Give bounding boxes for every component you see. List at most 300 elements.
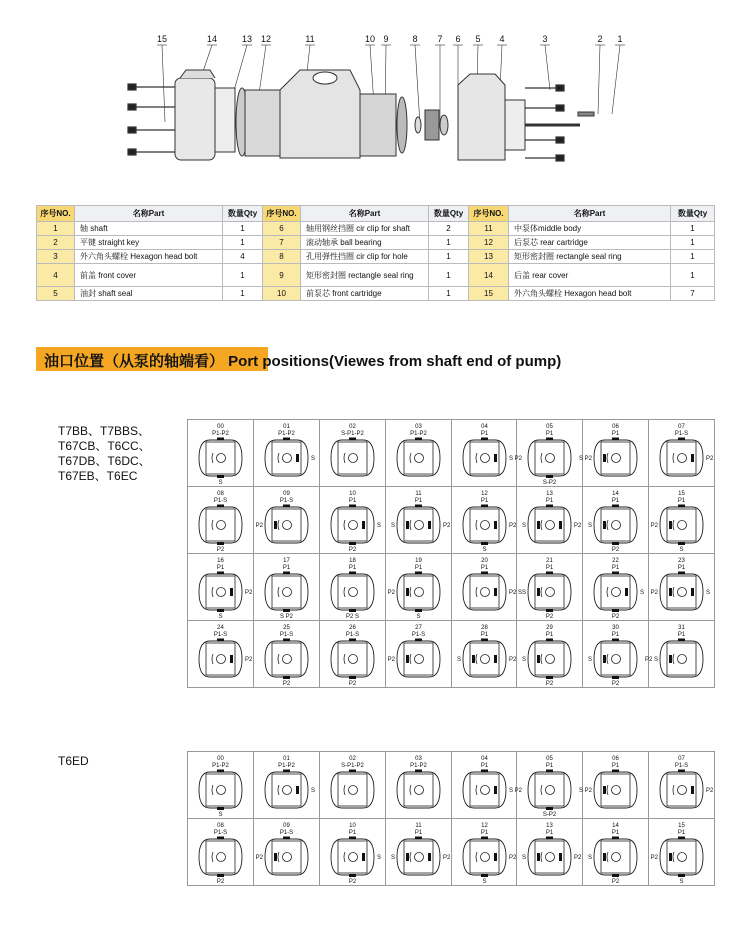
pump-housing-outline bbox=[463, 772, 506, 808]
port-diagram-drawing bbox=[452, 819, 517, 885]
top-port-label: P1-P2 bbox=[409, 431, 427, 437]
right-port-mark bbox=[559, 853, 562, 861]
part-name: 前泵芯 front cartridge bbox=[301, 287, 429, 301]
right-port-label: P2 bbox=[706, 788, 714, 794]
top-port-mark bbox=[678, 572, 685, 575]
shaft-circle bbox=[546, 655, 555, 664]
bottom-port-mark bbox=[546, 676, 553, 679]
right-port-label: S bbox=[310, 456, 315, 462]
top-port-label: P1 bbox=[612, 431, 620, 437]
callout-6: 6 bbox=[455, 34, 461, 44]
right-port-label: P2 bbox=[508, 855, 516, 861]
bottom-port-label: P2 bbox=[348, 547, 356, 553]
part-name: 外六角头螺栓 Hexagon head bolt bbox=[75, 250, 223, 264]
pump-housing-outline bbox=[528, 772, 571, 808]
parts-table bbox=[36, 205, 715, 301]
parts-header-cell: 名称Part bbox=[301, 206, 429, 222]
top-port-label: P1-S bbox=[279, 830, 294, 836]
section-title-text: 油口位置（从泵的轴端看） Port positions(Viewes from shaft end of pump) bbox=[44, 353, 562, 370]
shaft-arc bbox=[212, 587, 213, 597]
part-name: 滚动轴承 ball bearing bbox=[301, 236, 429, 250]
top-port-mark bbox=[349, 639, 356, 642]
part-number: 14 bbox=[469, 264, 509, 287]
part-quantity: 1 bbox=[671, 222, 715, 236]
shaft-arc bbox=[410, 654, 411, 664]
bottom-port-label: P2 bbox=[612, 614, 620, 620]
top-port-label: P1 bbox=[677, 632, 686, 638]
diagram-number: 09 bbox=[283, 823, 290, 829]
right-port-label: P2 bbox=[245, 657, 253, 663]
pump-body-outline bbox=[206, 774, 235, 806]
diagram-number: 16 bbox=[217, 558, 224, 564]
right-port-mark bbox=[494, 588, 497, 596]
pump-housing-outline bbox=[199, 839, 242, 875]
right-port-mark bbox=[296, 786, 299, 794]
bottom-port-mark bbox=[612, 609, 619, 612]
part-name: 后泵芯 rear cartridge bbox=[509, 236, 671, 250]
shaft-arc bbox=[673, 520, 674, 530]
pump-housing-outline bbox=[660, 839, 703, 875]
top-port-mark bbox=[349, 505, 356, 508]
shaft-arc bbox=[607, 587, 608, 597]
port-diagram-08 bbox=[188, 487, 254, 554]
top-port-label: P1 bbox=[546, 830, 554, 836]
port-diagram-04 bbox=[452, 752, 522, 819]
port-diagram-13 bbox=[517, 819, 583, 886]
pump-housing-outline bbox=[594, 839, 637, 875]
diagram-number: 11 bbox=[415, 491, 422, 497]
pump-housing-outline bbox=[528, 440, 571, 476]
port-position-grid-group1 bbox=[187, 419, 715, 688]
bottom-port-mark bbox=[217, 542, 224, 545]
top-port-mark bbox=[349, 770, 356, 773]
right-port-label: S P2 bbox=[508, 456, 522, 462]
diagram-number: 05 bbox=[546, 756, 554, 762]
pump-housing-outline bbox=[199, 574, 242, 610]
port-diagram-20 bbox=[452, 554, 522, 621]
diagram-number: 01 bbox=[283, 756, 290, 762]
port-diagram-drawing bbox=[320, 554, 385, 620]
shaft-circle bbox=[480, 521, 489, 530]
shaft-arc bbox=[344, 785, 345, 795]
diagram-number: 15 bbox=[678, 823, 685, 829]
right-port-label: P2 bbox=[706, 456, 714, 462]
left-port-mark bbox=[472, 655, 475, 663]
callout-3: 3 bbox=[542, 34, 548, 44]
shaft-arc bbox=[607, 654, 608, 664]
right-port-label: S bbox=[376, 523, 381, 529]
callout-8: 8 bbox=[412, 34, 418, 44]
port-diagram-drawing bbox=[649, 487, 714, 553]
port-diagram-drawing bbox=[254, 487, 319, 553]
diagram-number: 04 bbox=[480, 424, 488, 430]
diagram-number: 02 bbox=[348, 756, 356, 762]
top-port-label: P1-S bbox=[213, 632, 228, 638]
diagram-number: 30 bbox=[612, 625, 620, 631]
model-name: T67CB、T6CC、 bbox=[58, 439, 151, 453]
bottom-port-mark bbox=[217, 874, 224, 877]
pump-housing-outline bbox=[265, 772, 308, 808]
pump-housing-outline bbox=[397, 574, 440, 610]
right-port-mark bbox=[691, 786, 694, 794]
shaft-arc bbox=[541, 587, 542, 597]
bottom-port-mark bbox=[217, 609, 224, 612]
shaft-arc bbox=[476, 453, 477, 463]
port-diagram-30 bbox=[583, 621, 649, 688]
left-port-label: P2 bbox=[650, 855, 659, 861]
part-quantity: 1 bbox=[671, 250, 715, 264]
port-diagram-drawing bbox=[452, 487, 517, 553]
pump-housing-outline bbox=[331, 772, 374, 808]
shaft-arc bbox=[278, 852, 279, 862]
pump-housing-outline bbox=[594, 641, 637, 677]
pump-housing-outline bbox=[331, 507, 374, 543]
shaft-circle bbox=[217, 521, 226, 530]
right-port-mark bbox=[428, 853, 431, 861]
shaft-circle bbox=[612, 853, 621, 862]
right-port-label: P2 bbox=[508, 523, 516, 529]
shaft-circle bbox=[546, 853, 555, 862]
port-diagram-drawing bbox=[254, 621, 319, 687]
diagram-number: 06 bbox=[612, 424, 620, 430]
table-row bbox=[37, 250, 715, 264]
top-port-mark bbox=[546, 837, 553, 840]
port-diagram-drawing bbox=[452, 752, 522, 818]
port-position-grid-group2 bbox=[187, 751, 715, 886]
bottom-port-mark bbox=[415, 609, 422, 612]
shaft-arc bbox=[607, 852, 608, 862]
top-port-label: P1-S bbox=[345, 632, 359, 638]
part-quantity: 1 bbox=[223, 264, 263, 287]
table-row bbox=[37, 236, 715, 250]
bottom-port-label: S bbox=[679, 879, 684, 885]
shaft-circle bbox=[678, 853, 687, 862]
pump-body-outline bbox=[206, 442, 235, 474]
top-port-mark bbox=[217, 438, 224, 441]
shaft-circle bbox=[348, 521, 357, 530]
port-diagram-07 bbox=[649, 420, 715, 487]
bottom-port-mark bbox=[481, 542, 488, 545]
shaft-arc bbox=[541, 520, 542, 530]
part-name: 前盖 front cover bbox=[75, 264, 223, 287]
port-diagram-07 bbox=[649, 752, 715, 819]
left-port-mark bbox=[406, 588, 409, 596]
right-port-mark bbox=[494, 521, 497, 529]
top-port-mark bbox=[349, 438, 356, 441]
port-diagram-26 bbox=[320, 621, 386, 688]
callout-10: 10 bbox=[364, 34, 376, 44]
pump-body-outline bbox=[338, 643, 367, 675]
top-port-mark bbox=[546, 438, 553, 441]
callout-leader bbox=[545, 45, 550, 90]
bottom-port-label: S bbox=[481, 879, 487, 885]
pump-housing-outline bbox=[199, 772, 242, 808]
port-diagram-28 bbox=[452, 621, 518, 688]
top-port-label: P1 bbox=[612, 632, 620, 638]
top-port-mark bbox=[481, 639, 488, 642]
pump-housing-outline bbox=[331, 839, 374, 875]
port-diagram-12 bbox=[452, 819, 518, 886]
callout-11: 11 bbox=[305, 34, 315, 44]
top-port-mark bbox=[217, 505, 224, 508]
diagram-number: 07 bbox=[678, 424, 685, 430]
left-port-mark bbox=[669, 853, 672, 861]
shaft-arc bbox=[410, 453, 411, 463]
pump-housing-outline bbox=[660, 440, 703, 476]
left-port-mark bbox=[537, 588, 540, 596]
port-diagram-drawing bbox=[583, 487, 648, 553]
port-diagram-23 bbox=[649, 554, 715, 621]
top-port-label: P1 bbox=[677, 565, 686, 571]
bottom-port-label: P2 bbox=[612, 879, 620, 885]
shaft-arc bbox=[476, 654, 477, 664]
callout-15: 15 bbox=[156, 34, 168, 44]
top-port-mark bbox=[415, 639, 422, 642]
port-diagram-05 bbox=[517, 420, 583, 487]
shaft-arc bbox=[212, 453, 213, 463]
top-port-mark bbox=[546, 770, 553, 773]
part-name: 平键 straight key bbox=[75, 236, 223, 250]
right-port-mark bbox=[691, 454, 694, 462]
model-name: T67EB、T6EC bbox=[58, 469, 138, 483]
top-port-label: P1 bbox=[480, 498, 488, 504]
bottom-port-mark bbox=[612, 542, 619, 545]
shaft-arc bbox=[476, 587, 477, 597]
shaft-circle bbox=[217, 786, 226, 795]
top-port-label: P1 bbox=[677, 830, 686, 836]
pump-housing-outline bbox=[331, 440, 374, 476]
port-diagram-drawing bbox=[188, 420, 253, 486]
pump-housing-outline bbox=[463, 641, 506, 677]
pump-housing-outline bbox=[528, 839, 571, 875]
bottom-port-mark bbox=[678, 542, 685, 545]
shaft-arc bbox=[607, 520, 608, 530]
port-diagram-03 bbox=[386, 420, 452, 487]
part-quantity: 1 bbox=[223, 287, 263, 301]
parts-header-cell: 数量Qty bbox=[223, 206, 263, 222]
top-port-mark bbox=[283, 438, 290, 441]
right-port-label: S bbox=[706, 590, 711, 596]
top-port-mark bbox=[678, 770, 685, 773]
shaft-circle bbox=[480, 853, 489, 862]
top-port-mark bbox=[415, 770, 422, 773]
bottom-port-label: S-P2 bbox=[543, 480, 557, 486]
bottom-port-label: S bbox=[416, 614, 421, 620]
left-port-mark bbox=[603, 655, 606, 663]
top-port-label: P1-S bbox=[213, 830, 228, 836]
part-number: 6 bbox=[263, 222, 301, 236]
top-port-mark bbox=[678, 837, 685, 840]
port-diagram-drawing bbox=[517, 621, 582, 687]
shaft-arc bbox=[212, 852, 213, 862]
port-diagram-04 bbox=[452, 420, 522, 487]
top-port-label: P1 bbox=[612, 498, 620, 504]
port-diagram-01 bbox=[254, 420, 320, 487]
port-diagram-drawing bbox=[517, 554, 582, 620]
shaft-circle bbox=[546, 588, 555, 597]
part-number: 9 bbox=[263, 264, 301, 287]
shaft-circle bbox=[348, 588, 357, 597]
left-port-mark bbox=[603, 454, 606, 462]
diagram-number: 01 bbox=[283, 424, 290, 430]
bottom-port-label: S bbox=[218, 812, 223, 818]
pump-housing-outline bbox=[528, 641, 571, 677]
parts-header-cell: 序号NO. bbox=[37, 206, 75, 222]
top-port-label: P1 bbox=[282, 565, 291, 571]
left-port-mark bbox=[274, 521, 277, 529]
callout-4: 4 bbox=[499, 34, 505, 44]
shaft-circle bbox=[546, 521, 555, 530]
callout-leader bbox=[598, 45, 600, 114]
bottom-port-label: S bbox=[481, 547, 487, 553]
shaft-arc bbox=[410, 785, 411, 795]
diagram-number: 03 bbox=[414, 756, 422, 762]
pump-body-outline bbox=[338, 576, 367, 608]
pump-housing-outline bbox=[660, 641, 703, 677]
pump-body-outline bbox=[404, 774, 433, 806]
port-diagram-drawing bbox=[386, 621, 451, 687]
shaft-circle bbox=[348, 853, 357, 862]
pump-housing-outline bbox=[594, 440, 637, 476]
shaft-circle bbox=[678, 454, 687, 463]
port-diagram-drawing bbox=[188, 752, 253, 818]
port-diagram-drawing bbox=[579, 420, 648, 486]
pump-assembly-illustration bbox=[128, 70, 594, 161]
port-diagram-18 bbox=[320, 554, 386, 621]
bottom-port-mark bbox=[349, 874, 356, 877]
left-port-mark bbox=[669, 588, 672, 596]
port-diagram-drawing bbox=[386, 487, 451, 553]
right-port-mark bbox=[428, 521, 431, 529]
port-diagram-drawing bbox=[320, 420, 385, 486]
bottom-port-mark bbox=[546, 475, 553, 478]
port-diagram-drawing bbox=[386, 819, 451, 885]
shaft-circle bbox=[546, 454, 555, 463]
port-diagram-05 bbox=[517, 752, 583, 819]
pump-housing-outline bbox=[660, 772, 703, 808]
bottom-port-mark bbox=[283, 609, 290, 612]
pump-housing-outline bbox=[331, 641, 374, 677]
part-number: 12 bbox=[469, 236, 509, 250]
pump-body-outline bbox=[338, 442, 367, 474]
shaft-circle bbox=[282, 786, 291, 795]
part-number: 13 bbox=[469, 250, 509, 264]
shaft-arc bbox=[476, 520, 477, 530]
shaft-circle bbox=[414, 521, 423, 530]
shaft-arc bbox=[673, 587, 674, 597]
shaft-arc bbox=[344, 654, 345, 664]
callout-leader bbox=[612, 45, 620, 114]
shaft-arc bbox=[278, 453, 279, 463]
shaft-arc bbox=[541, 785, 542, 795]
bottom-port-mark bbox=[612, 874, 619, 877]
shaft-circle bbox=[282, 655, 291, 664]
top-port-mark bbox=[612, 837, 619, 840]
shaft-circle bbox=[678, 521, 687, 530]
diagram-number: 07 bbox=[678, 756, 685, 762]
top-port-label: P1 bbox=[216, 565, 225, 571]
right-port-label: P2 bbox=[508, 657, 516, 663]
model-name: T6ED bbox=[58, 754, 89, 768]
shaft-circle bbox=[282, 588, 291, 597]
shaft-arc bbox=[278, 654, 279, 664]
diagram-number: 05 bbox=[546, 424, 554, 430]
shaft-circle bbox=[414, 588, 423, 597]
shaft-arc bbox=[541, 852, 542, 862]
part-name: 油封 shaft seal bbox=[75, 287, 223, 301]
port-diagram-drawing bbox=[188, 554, 253, 620]
left-port-label: S bbox=[588, 855, 593, 861]
shaft-circle bbox=[217, 454, 226, 463]
diagram-number: 12 bbox=[480, 823, 488, 829]
right-port-label: P2 bbox=[442, 855, 450, 861]
right-port-mark bbox=[230, 588, 233, 596]
diagram-number: 28 bbox=[480, 625, 488, 631]
shaft-arc bbox=[607, 453, 608, 463]
part-name: 矩形密封圈 rectangle seal ring bbox=[509, 250, 671, 264]
shaft-arc bbox=[673, 453, 674, 463]
diagram-number: 18 bbox=[348, 558, 356, 564]
shaft-arc bbox=[410, 520, 411, 530]
left-port-mark bbox=[537, 521, 540, 529]
right-port-label: S bbox=[640, 590, 645, 596]
port-diagram-17 bbox=[254, 554, 320, 621]
port-diagram-drawing bbox=[320, 621, 385, 687]
pump-housing-outline bbox=[463, 574, 506, 610]
port-diagram-drawing bbox=[452, 420, 522, 486]
left-port-label: S bbox=[522, 523, 527, 529]
port-diagram-12 bbox=[452, 487, 518, 554]
left-port-mark bbox=[669, 655, 672, 663]
pump-housing-outline bbox=[265, 440, 308, 476]
pump-housing-outline bbox=[660, 507, 703, 543]
shaft-circle bbox=[612, 521, 621, 530]
parts-header-cell: 名称Part bbox=[75, 206, 223, 222]
shaft-arc bbox=[410, 852, 411, 862]
top-port-label: P1 bbox=[348, 565, 356, 571]
right-port-label: S bbox=[310, 788, 315, 794]
port-diagram-drawing bbox=[188, 621, 253, 687]
top-port-label: P1-S bbox=[674, 431, 689, 437]
port-diagram-drawing bbox=[386, 752, 451, 818]
left-port-mark bbox=[603, 786, 606, 794]
top-port-mark bbox=[217, 770, 224, 773]
top-port-label: P1 bbox=[480, 763, 488, 769]
top-port-mark bbox=[678, 639, 685, 642]
port-diagram-25 bbox=[254, 621, 320, 688]
top-port-label: S-P1-P2 bbox=[340, 431, 364, 437]
port-diagram-21 bbox=[517, 554, 583, 621]
shaft-circle bbox=[612, 454, 621, 463]
top-port-mark bbox=[481, 438, 488, 441]
top-port-mark bbox=[612, 639, 619, 642]
top-port-mark bbox=[217, 837, 224, 840]
top-port-label: P1 bbox=[414, 498, 422, 504]
port-diagram-drawing bbox=[583, 554, 648, 620]
bottom-port-label: S bbox=[218, 614, 223, 620]
shaft-circle bbox=[480, 786, 489, 795]
diagram-number: 20 bbox=[480, 558, 488, 564]
shaft-arc bbox=[278, 520, 279, 530]
right-port-mark bbox=[362, 853, 365, 861]
left-port-mark bbox=[406, 853, 409, 861]
top-port-mark bbox=[481, 770, 488, 773]
parts-header-cell: 序号NO. bbox=[263, 206, 301, 222]
left-port-label: P2 bbox=[387, 590, 395, 596]
top-port-label: P1 bbox=[546, 431, 554, 437]
left-port-mark bbox=[406, 655, 409, 663]
top-port-label: P1 bbox=[348, 830, 356, 836]
